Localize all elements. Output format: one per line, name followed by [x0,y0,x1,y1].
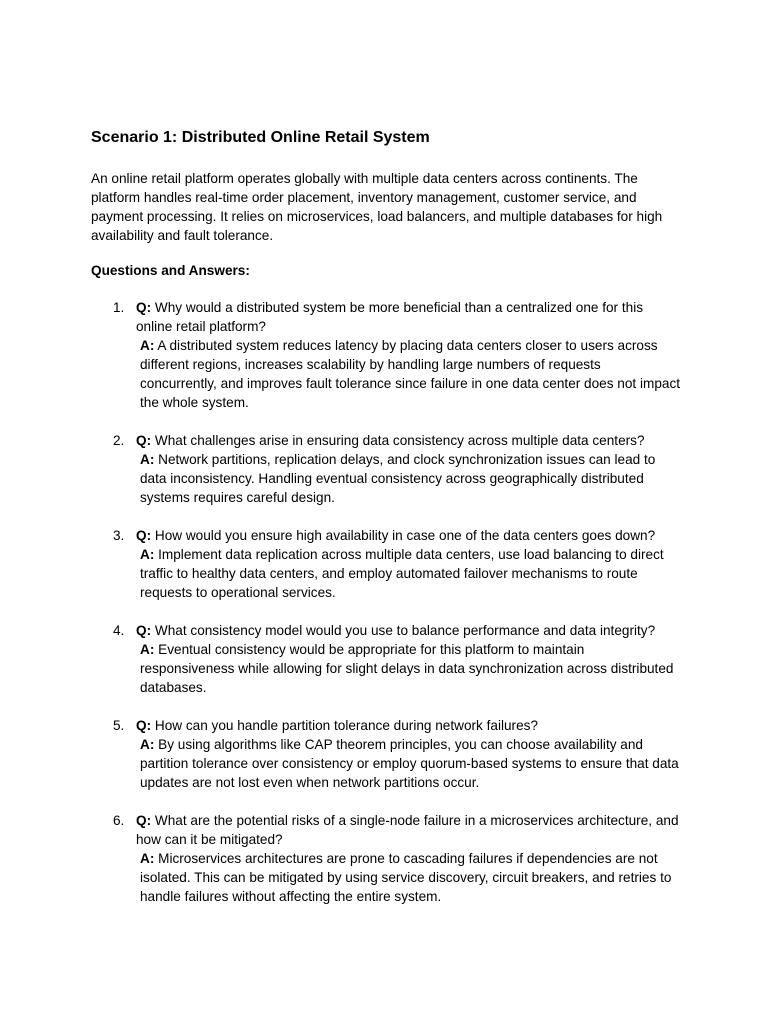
qa-answer [136,849,681,906]
answer-prefix: A: [140,547,155,562]
qa-number: 2. [113,433,125,448]
qa-heading: Questions and Answers: [91,263,250,278]
question-text: How would you ensure high availability in case one of the data centers goes down? [154,528,656,543]
qa-item [91,621,678,697]
question-prefix: Q: [136,433,152,448]
qa-question [136,621,681,640]
question-text: How can you handle partition tolerance during network failures? [154,718,539,733]
qa-question [136,298,681,336]
answer-text: Microservices architectures are prone to cascading failures if dependencies are not isolated. This can be mitigated by using service discovery, circuit breakers, and retries to handle failures without affecting the entire system. [140,851,672,904]
qa-number: 1. [113,300,125,315]
qa-item [91,716,678,792]
qa-list [91,298,681,906]
question-prefix: Q: [136,813,152,828]
question-text: What consistency model would you use to balance performance and data integrity? [154,623,656,638]
qa-answer [136,450,681,507]
qa-item [91,298,681,412]
answer-text: Eventual consistency would be appropriate for this platform to maintain responsiveness while allowing for slight delays in data synchronization across distributed databases. [140,642,674,695]
question-text: What are the potential risks of a single-node failure in a microservices architecture, and how can it be mitigated? [136,813,679,847]
qa-item [91,431,678,507]
qa-item [91,811,678,906]
answer-text: By using algorithms like CAP theorem principles, you can choose availability and partition tolerance over consistency or employ quorum-based systems to ensure that data updates are not lost even when network partitions occur. [140,737,679,790]
qa-answer [136,545,681,602]
qa-question [136,811,681,849]
qa-answer [136,336,681,412]
qa-number: 6. [113,813,125,828]
question-prefix: Q: [136,528,152,543]
qa-question [136,431,681,450]
question-prefix: Q: [136,718,152,733]
qa-number: 3. [113,528,125,543]
answer-prefix: A: [140,452,155,467]
qa-answer [136,640,681,697]
answer-prefix: A: [140,851,155,866]
question-text: Why would a distributed system be more beneficial than a centralized one for this online retail platform? [136,300,644,334]
answer-prefix: A: [140,737,155,752]
qa-number: 5. [113,718,125,733]
question-prefix: Q: [136,300,152,315]
document-title: Scenario 1: Distributed Online Retail System [91,129,430,146]
qa-answer [136,735,681,792]
qa-question [136,526,681,545]
qa-number: 4. [113,623,125,638]
answer-text: Network partitions, replication delays, and clock synchronization issues can lead to data inconsistency. Handling eventual consistency across geographically distributed systems requires careful design. [140,452,656,505]
answer-text: A distributed system reduces latency by placing data centers closer to users across different regions, increases scalability by handling large numbers of requests concurrently, and improves fault tolerance since failure in one data center does not impact the whole system. [140,338,681,410]
answer-text: Implement data replication across multiple data centers, use load balancing to direct traffic to healthy data centers, and employ automated failover mechanisms to route requests to operational services. [140,547,664,600]
answer-prefix: A: [140,338,155,353]
question-prefix: Q: [136,623,152,638]
question-text: What challenges arise in ensuring data consistency across multiple data centers? [154,433,645,448]
qa-item [91,526,678,602]
qa-question [136,716,681,735]
answer-prefix: A: [140,642,155,657]
intro-paragraph: An online retail platform operates globally with multiple data centers across continents. The platform handles real-time order placement, inventory management, customer service, and payment processing. It relies on microservices, load balancers, and multiple databases for high availability and fault tolerance. [91,171,663,243]
